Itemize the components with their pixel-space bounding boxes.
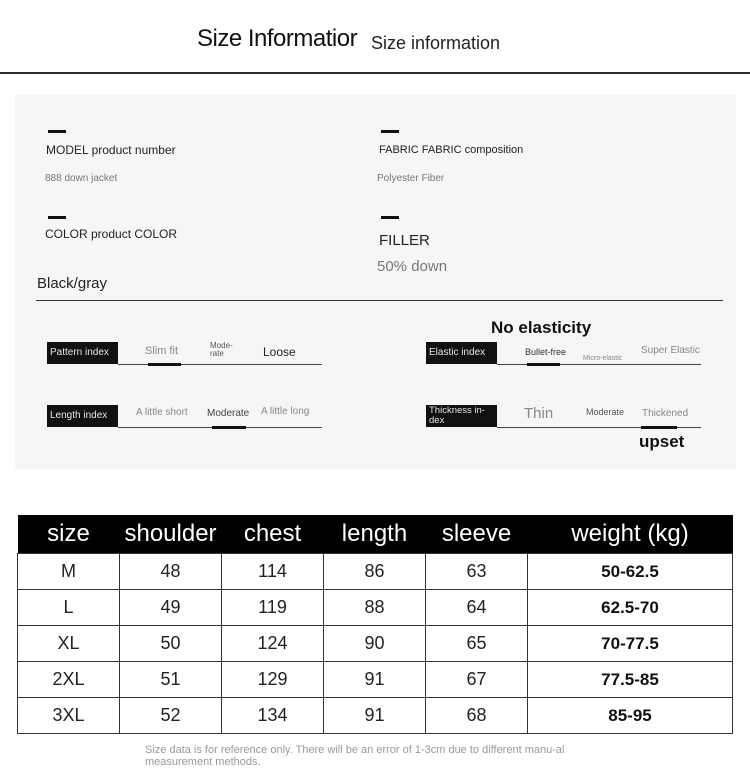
elastic-option-none: Bullet-free: [525, 347, 567, 357]
table-cell: L: [18, 590, 120, 626]
length-option-short: A little short: [136, 407, 188, 418]
table-row: [18, 554, 733, 590]
table-cell: 90: [324, 626, 426, 662]
pattern-selected-mark: [148, 363, 181, 366]
elastic-option-micro: Micro-elastic: [583, 355, 623, 362]
page-subtitle: Size information: [371, 33, 501, 53]
size-table: [17, 515, 733, 734]
table-cell: 63: [426, 554, 528, 590]
model-label: MODEL product number: [46, 143, 176, 157]
bullet-dash: [381, 216, 399, 219]
pattern-option-loose: Loose: [263, 345, 296, 359]
thickness-option-thickened: Thickened: [642, 408, 689, 419]
table-cell: 50-62.5: [528, 554, 733, 590]
product-info-panel: [15, 94, 736, 469]
table-cell: 50: [120, 626, 222, 662]
length-option-long: A little long: [261, 406, 310, 417]
thickness-option-thin: Thin: [524, 405, 554, 422]
column-header: size: [18, 515, 120, 554]
table-cell: 51: [120, 662, 222, 698]
fabric-value: Polyester Fiber: [377, 173, 445, 184]
table-cell: 91: [324, 698, 426, 734]
table-header-row: [18, 515, 733, 554]
table-cell: 70-77.5: [528, 626, 733, 662]
elastic-selected-mark: [527, 363, 560, 366]
table-cell: 129: [222, 662, 324, 698]
color-value: Black/gray: [37, 275, 108, 292]
table-cell: 124: [222, 626, 324, 662]
model-value: 888 down jacket: [45, 173, 118, 184]
elastic-index-tag: Elastic index: [426, 342, 497, 364]
length-index-tag: Length index: [47, 405, 118, 427]
table-cell: 2XL: [18, 662, 120, 698]
table-row: [18, 698, 733, 734]
column-header: sleeve: [426, 515, 528, 554]
elastic-option-super: Super Elastic: [641, 345, 700, 356]
column-header: length: [324, 515, 426, 554]
table-cell: 85-95: [528, 698, 733, 734]
fabric-label: FABRIC FABRIC composition: [379, 144, 524, 156]
pattern-option-moderate: Mode-rate: [210, 341, 233, 358]
table-cell: 77.5-85: [528, 662, 733, 698]
footer-note: Size data is for reference only. There will be an error of 1-3cm due to different manu-al measurement methods.: [145, 744, 565, 768]
table-cell: 134: [222, 698, 324, 734]
table-cell: 62.5-70: [528, 590, 733, 626]
page-header: [0, 0, 750, 74]
table-cell: 114: [222, 554, 324, 590]
table-cell: 48: [120, 554, 222, 590]
thickness-note: upset: [639, 432, 685, 451]
table-cell: XL: [18, 626, 120, 662]
table-cell: 86: [324, 554, 426, 590]
table-cell: 119: [222, 590, 324, 626]
thickness-selected-mark: [641, 426, 677, 429]
column-header: weight (kg): [528, 515, 733, 554]
table-cell: 91: [324, 662, 426, 698]
bullet-dash: [381, 130, 399, 133]
table-row: [18, 590, 733, 626]
color-label: COLOR product COLOR: [45, 227, 178, 241]
divider: [36, 300, 723, 301]
table-row: [18, 626, 733, 662]
filler-label: FILLER: [379, 232, 430, 249]
table-cell: M: [18, 554, 120, 590]
bullet-dash: [48, 216, 66, 219]
page-title: Size Informatior: [197, 25, 358, 52]
thickness-option-moderate: Moderate: [586, 407, 625, 417]
filler-value: 50% down: [377, 258, 448, 275]
table-row: [18, 662, 733, 698]
bullet-dash: [48, 130, 66, 133]
column-header: shoulder: [120, 515, 222, 554]
pattern-option-slim: Slim fit: [145, 345, 178, 357]
table-cell: 52: [120, 698, 222, 734]
table-cell: 88: [324, 590, 426, 626]
length-option-moderate: Moderate: [207, 408, 250, 419]
table-cell: 3XL: [18, 698, 120, 734]
table-cell: 49: [120, 590, 222, 626]
table-cell: 67: [426, 662, 528, 698]
column-header: chest: [222, 515, 324, 554]
thickness-index-tag: Thickness in-dex: [426, 405, 497, 427]
table-cell: 65: [426, 626, 528, 662]
table-cell: 64: [426, 590, 528, 626]
table-cell: 68: [426, 698, 528, 734]
elastic-note: No elasticity: [491, 318, 592, 337]
pattern-index-tag: Pattern index: [47, 342, 118, 364]
length-selected-mark: [212, 426, 246, 429]
